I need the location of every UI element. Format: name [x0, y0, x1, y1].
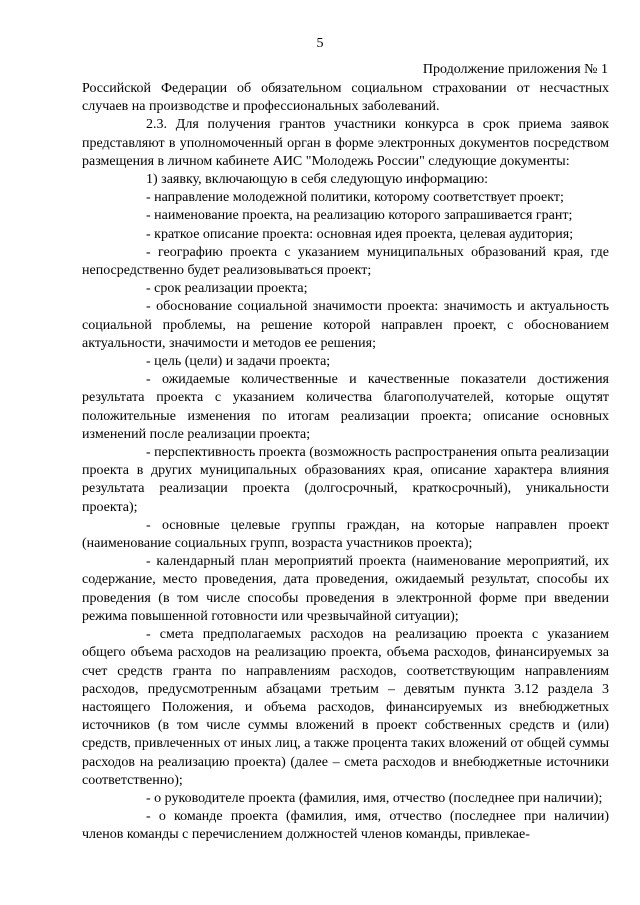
paragraph: - цель (цели) и задачи проекта; [146, 354, 331, 370]
paragraph: - о команде проекта (фамилия, имя, отчество (последнее при наличии) членов команды с перечислением должностей членов команды, привлекае- [82, 809, 609, 843]
document-body [82, 80, 609, 845]
paragraph: 1) заявку, включающую в себя следующую информацию: [146, 172, 489, 188]
page-number: 5 [316, 36, 324, 51]
paragraph: - о руководителе проекта (фамилия, имя, отчество (последнее при наличии); [146, 790, 603, 806]
paragraph: - срок реализации проекта; [146, 281, 308, 297]
paragraph: - перспективность проекта (возможность распространения опыта реализации проекта в других муниципальных образованиях края, описание характера влияния результата реализации проекта (долгосрочный, краткосрочный), уникальности проекта); [82, 445, 609, 515]
paragraph: - основные целевые группы граждан, на которые направлен проект (наименование социальных групп, возраста участников проекта); [82, 517, 609, 552]
paragraph: - обоснование социальной значимости проекта: значимость и актуальность социальной проблемы, на решение которой направлен проект, с обоснованием актуальности, значимости и методов ее решения; [82, 299, 609, 351]
appendix-continuation-label: Продолжение приложения № 1 [422, 62, 608, 77]
paragraph-continuation: Российской Федерации об обязательном социальном страховании от несчастных случаев на производстве и профессиональных заболеваний. [82, 81, 609, 115]
paragraph: - географию проекта с указанием муниципальных образований края, где непосредственно будет реализовываться проект; [82, 244, 609, 279]
paragraph: - наименование проекта, на реализацию которого запрашивается грант; [146, 208, 573, 224]
paragraph: - ожидаемые количественные и качественные показатели достижения результата проекта с указанием количества благополучателей, которые ощутят положительные изменения по итогам реализации проекта; описание основных изменений после реализации проекта; [82, 372, 609, 442]
paragraph: - смета предполагаемых расходов на реализацию проекта с указанием общего объема расходов на реализацию проекта, объема расходов, финансируемых за счет средств гранта по направлениям расходов, соответствующим направлениям расходов, предусмотренным абзацами третьим – девятым пункта 3.12 раздела 3 настоящего Положения, и объема расходов, финансируемых из внебюджетных источников (в том числе суммы вложений в проект собственных средств и (или) средств, привлеченных от иных лиц, а также процента таких вложений от общей суммы расходов на реализацию проекта) (далее – смета расходов и внебюджетные источники соответственно); [82, 627, 609, 788]
paragraph: - направление молодежной политики, которому соответствует проект; [146, 190, 564, 206]
paragraph: 2.3. Для получения грантов участники конкурса в срок приема заявок представляют в уполномоченный орган в форме электронных документов посредством размещения в личном кабинете АИС "Молодежь России" следующие документы: [82, 117, 609, 169]
paragraph: - календарный план мероприятий проекта (наименование мероприятий, их содержание, место проведения, дата проведения, ожидаемый результат, способы их проведения (в том числе способы проведения в электронной форме при введении режима повышенной готовности или чрезвычайной ситуации); [82, 554, 609, 624]
paragraph: - краткое описание проекта: основная идея проекта, целевая аудитория; [146, 226, 574, 242]
